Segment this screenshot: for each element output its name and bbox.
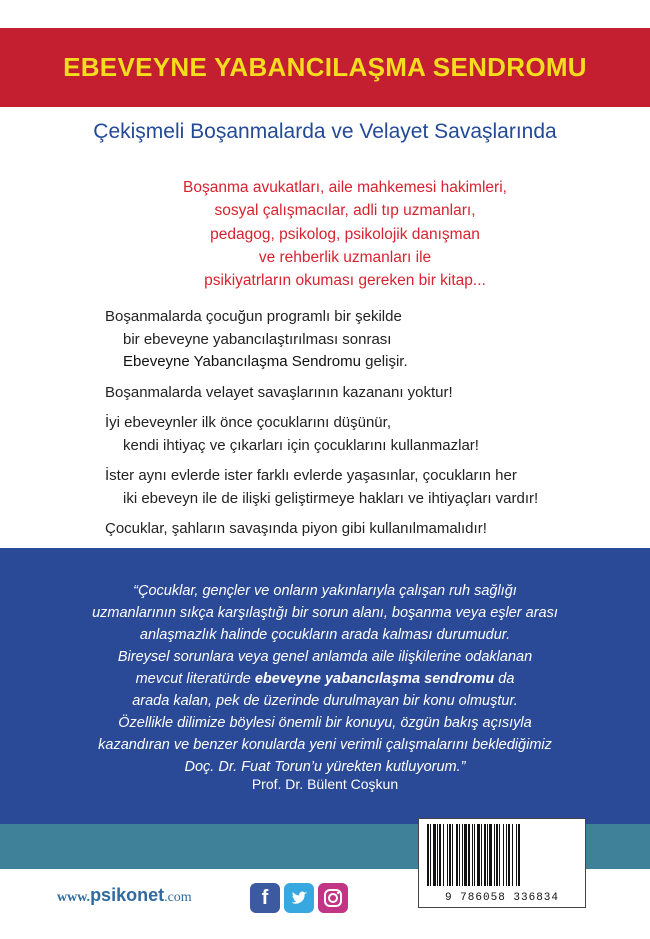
key-point: [105, 306, 605, 374]
top-strip: [0, 0, 650, 28]
key-point-line: Boşanmalarda çocuğun programlı bir şekilde: [105, 308, 402, 325]
quote-line: Bireysel sorunlara veya genel anlamda aile ilişkilerine odaklanan: [117, 649, 533, 665]
quote-author: Prof. Dr. Bülent Coşkun: [251, 776, 399, 792]
quote-line: [0, 668, 650, 690]
audience-line: psikiyatrların okuması gereken bir kitap...: [204, 272, 486, 290]
syndrome-name: Ebeveyne Yabancılaşma Sendromu: [123, 353, 361, 370]
quote-line: “Çocuklar, gençler ve onların yakınlarıyla çalışan ruh sağlığı: [133, 583, 517, 599]
audience-line: pedagog, psikolog, psikolojik danışman: [210, 225, 480, 243]
quote-line: anlaşmazlık halinde çocukların arada kalması durumudur.: [139, 627, 511, 643]
audience-line: Boşanma avukatları, aile mahkemesi hakimleri,: [183, 179, 507, 196]
twitter-icon[interactable]: [284, 883, 314, 913]
quote-line: kazandıran ve benzer konularda yeni verimli çalışmalarını beklediğimiz: [98, 737, 552, 753]
publisher-brand: psikonet: [90, 885, 165, 905]
facebook-icon[interactable]: f: [250, 883, 280, 913]
quote-text: mevcut literatürde: [135, 671, 255, 687]
key-point: [105, 412, 605, 457]
quote-emphasis: ebeveyne yabancılaşma sendromu: [254, 671, 495, 687]
barcode-bars: [425, 824, 579, 888]
target-audience: [140, 176, 550, 292]
endorsement-quote: [0, 580, 650, 778]
key-point-line: Çocuklar, şahların savaşında piyon gibi kullanılmamalıdır!: [105, 520, 487, 537]
instagram-icon[interactable]: [318, 883, 348, 913]
key-point: [105, 465, 605, 510]
key-point-line: iki ebeveyn ile de ilişki geliştirmeye hakları ve ihtiyaçları vardır!: [123, 489, 539, 507]
key-point-line: [105, 351, 605, 374]
book-title: EBEVEYNE YABANCILAŞMA SENDROMU: [63, 52, 587, 82]
key-point-text: gelişir.: [360, 353, 408, 370]
publisher-logo[interactable]: [57, 885, 192, 906]
quote-line: arada kalan, pek de üzerinde durulmayan bir konu olmuştur.: [132, 693, 518, 709]
audience-line: sosyal çalışmacılar, adli tıp uzmanları,: [214, 202, 476, 220]
quote-line: Doç. Dr. Fuat Torun’u yürekten kutluyorum.”: [184, 759, 466, 775]
publisher-domain: .com: [164, 890, 192, 905]
quote-text: da: [494, 671, 515, 687]
title-band: [0, 28, 650, 107]
key-point-line: İyi ebeveynler ilk önce çocuklarını düşünür,: [105, 414, 391, 431]
key-point-line: İster aynı evlerde ister farklı evlerde yaşasınlar, çocukların her: [105, 467, 517, 484]
quote-line: uzmanlarının sıkça karşılaştığı bir sorun alanı, boşanma veya eşler arası: [92, 605, 558, 621]
isbn-number: 9 786058 336834: [444, 892, 560, 904]
quote-line: Özellikle dilimize böylesi önemli bir konuyu, özgün bakış açısıyla: [118, 715, 532, 731]
key-point: [105, 382, 605, 405]
audience-line: ve rehberlik uzmanları ile: [258, 248, 432, 266]
isbn-barcode: [418, 818, 586, 908]
key-point: [105, 518, 605, 541]
key-point-line: bir ebeveyne yabancılaştırılması sonrası: [123, 330, 392, 348]
key-point-line: kendi ihtiyaç ve çıkarları için çocuklarını kullanmazlar!: [123, 436, 479, 454]
publisher-www: www.: [57, 890, 91, 905]
key-point-line: Boşanmalarda velayet savaşlarının kazananı yoktur!: [105, 383, 453, 401]
key-points: [105, 306, 605, 549]
book-subtitle: Çekişmeli Boşanmalarda ve Velayet Savaşlarında: [93, 120, 557, 143]
